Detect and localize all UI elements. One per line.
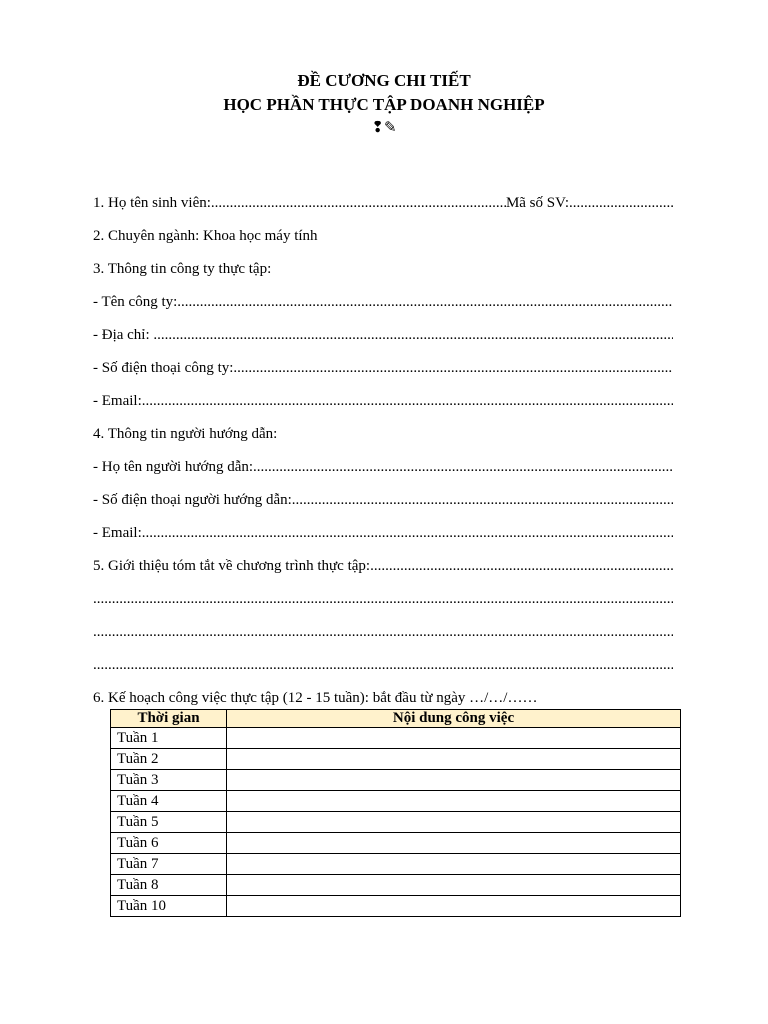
column-header-time: Thời gian [111,710,227,728]
table-row [111,812,681,833]
mentor-email-blank [142,523,673,543]
content-cell[interactable] [227,770,681,791]
company-section-heading: 3. Thông tin công ty thực tập: [93,261,272,277]
table-row [111,728,681,749]
week-cell: Tuần 6 [111,833,227,854]
table-row [111,854,681,875]
mentor-phone-field [93,490,673,510]
content-cell[interactable] [227,791,681,812]
week-cell: Tuần 1 [111,728,227,749]
mentor-name-blank [253,457,673,477]
table-row [111,770,681,791]
document-title: ĐỀ CƯƠNG CHI TIẾT [297,71,471,90]
dotted-blank-line [93,589,673,609]
company-phone-label: - Số điện thoại công ty: [93,360,234,376]
content-cell[interactable] [227,728,681,749]
company-email-label: - Email: [93,393,142,409]
mentor-email-label: - Email: [93,525,142,541]
company-email-field [93,391,673,411]
table-row [111,875,681,896]
table-header-row [111,710,681,728]
student-id-label: Mã số SV: [505,195,569,211]
week-cell: Tuần 8 [111,875,227,896]
table-row [111,749,681,770]
program-summary-field [93,556,673,576]
content-cell[interactable] [227,875,681,896]
content-cell[interactable] [227,749,681,770]
program-summary-line-2 [93,589,673,609]
dotted-blank-line [93,622,673,642]
company-address-blank [153,325,673,345]
company-email-blank [142,391,673,411]
week-cell: Tuần 3 [111,770,227,791]
column-header-content: Nội dung công việc [227,710,681,728]
mentor-email-field [93,523,673,543]
student-name-blank [211,193,506,213]
ornament-icon: ❢✎ [371,120,397,136]
week-cell: Tuần 4 [111,791,227,812]
company-name-blank [177,292,673,312]
major-line: 2. Chuyên ngành: Khoa học máy tính [93,228,318,244]
content-cell[interactable] [227,854,681,875]
program-summary-label: 5. Giới thiệu tóm tắt về chương trình thực tập: [93,558,371,574]
program-summary-line-3 [93,622,673,642]
week-cell: Tuần 2 [111,749,227,770]
company-address-label: - Địa chỉ: [93,327,154,343]
mentor-name-field [93,457,673,477]
program-summary-line-4 [93,655,673,675]
company-name-label: - Tên công ty: [93,294,178,310]
table-row [111,791,681,812]
week-cell: Tuần 7 [111,854,227,875]
company-phone-blank [233,358,673,378]
work-plan-label: 6. Kế hoạch công việc thực tập (12 - 15 tuần): bắt đầu từ ngày …/…/…… [93,690,538,706]
document-subtitle: HỌC PHẦN THỰC TẬP DOANH NGHIỆP [223,95,545,114]
company-name-field [93,292,673,312]
mentor-name-label: - Họ tên người hướng dẫn: [93,459,254,475]
dotted-blank-line [93,655,673,675]
program-summary-blank [370,556,673,576]
mentor-phone-label: - Số điện thoại người hướng dẫn: [93,492,292,508]
work-schedule-table [110,709,681,917]
week-cell: Tuần 5 [111,812,227,833]
student-name-label: 1. Họ tên sinh viên: [93,195,211,211]
content-cell[interactable] [227,833,681,854]
student-id-blank [569,193,673,213]
content-cell[interactable] [227,812,681,833]
table-row [111,833,681,854]
mentor-phone-blank [292,490,673,510]
content-cell[interactable] [227,896,681,917]
company-address-field [93,325,673,345]
mentor-section-heading: 4. Thông tin người hướng dẫn: [93,426,278,442]
student-name-field [93,193,673,213]
week-cell: Tuần 10 [111,896,227,917]
table-row [111,896,681,917]
company-phone-field [93,358,673,378]
